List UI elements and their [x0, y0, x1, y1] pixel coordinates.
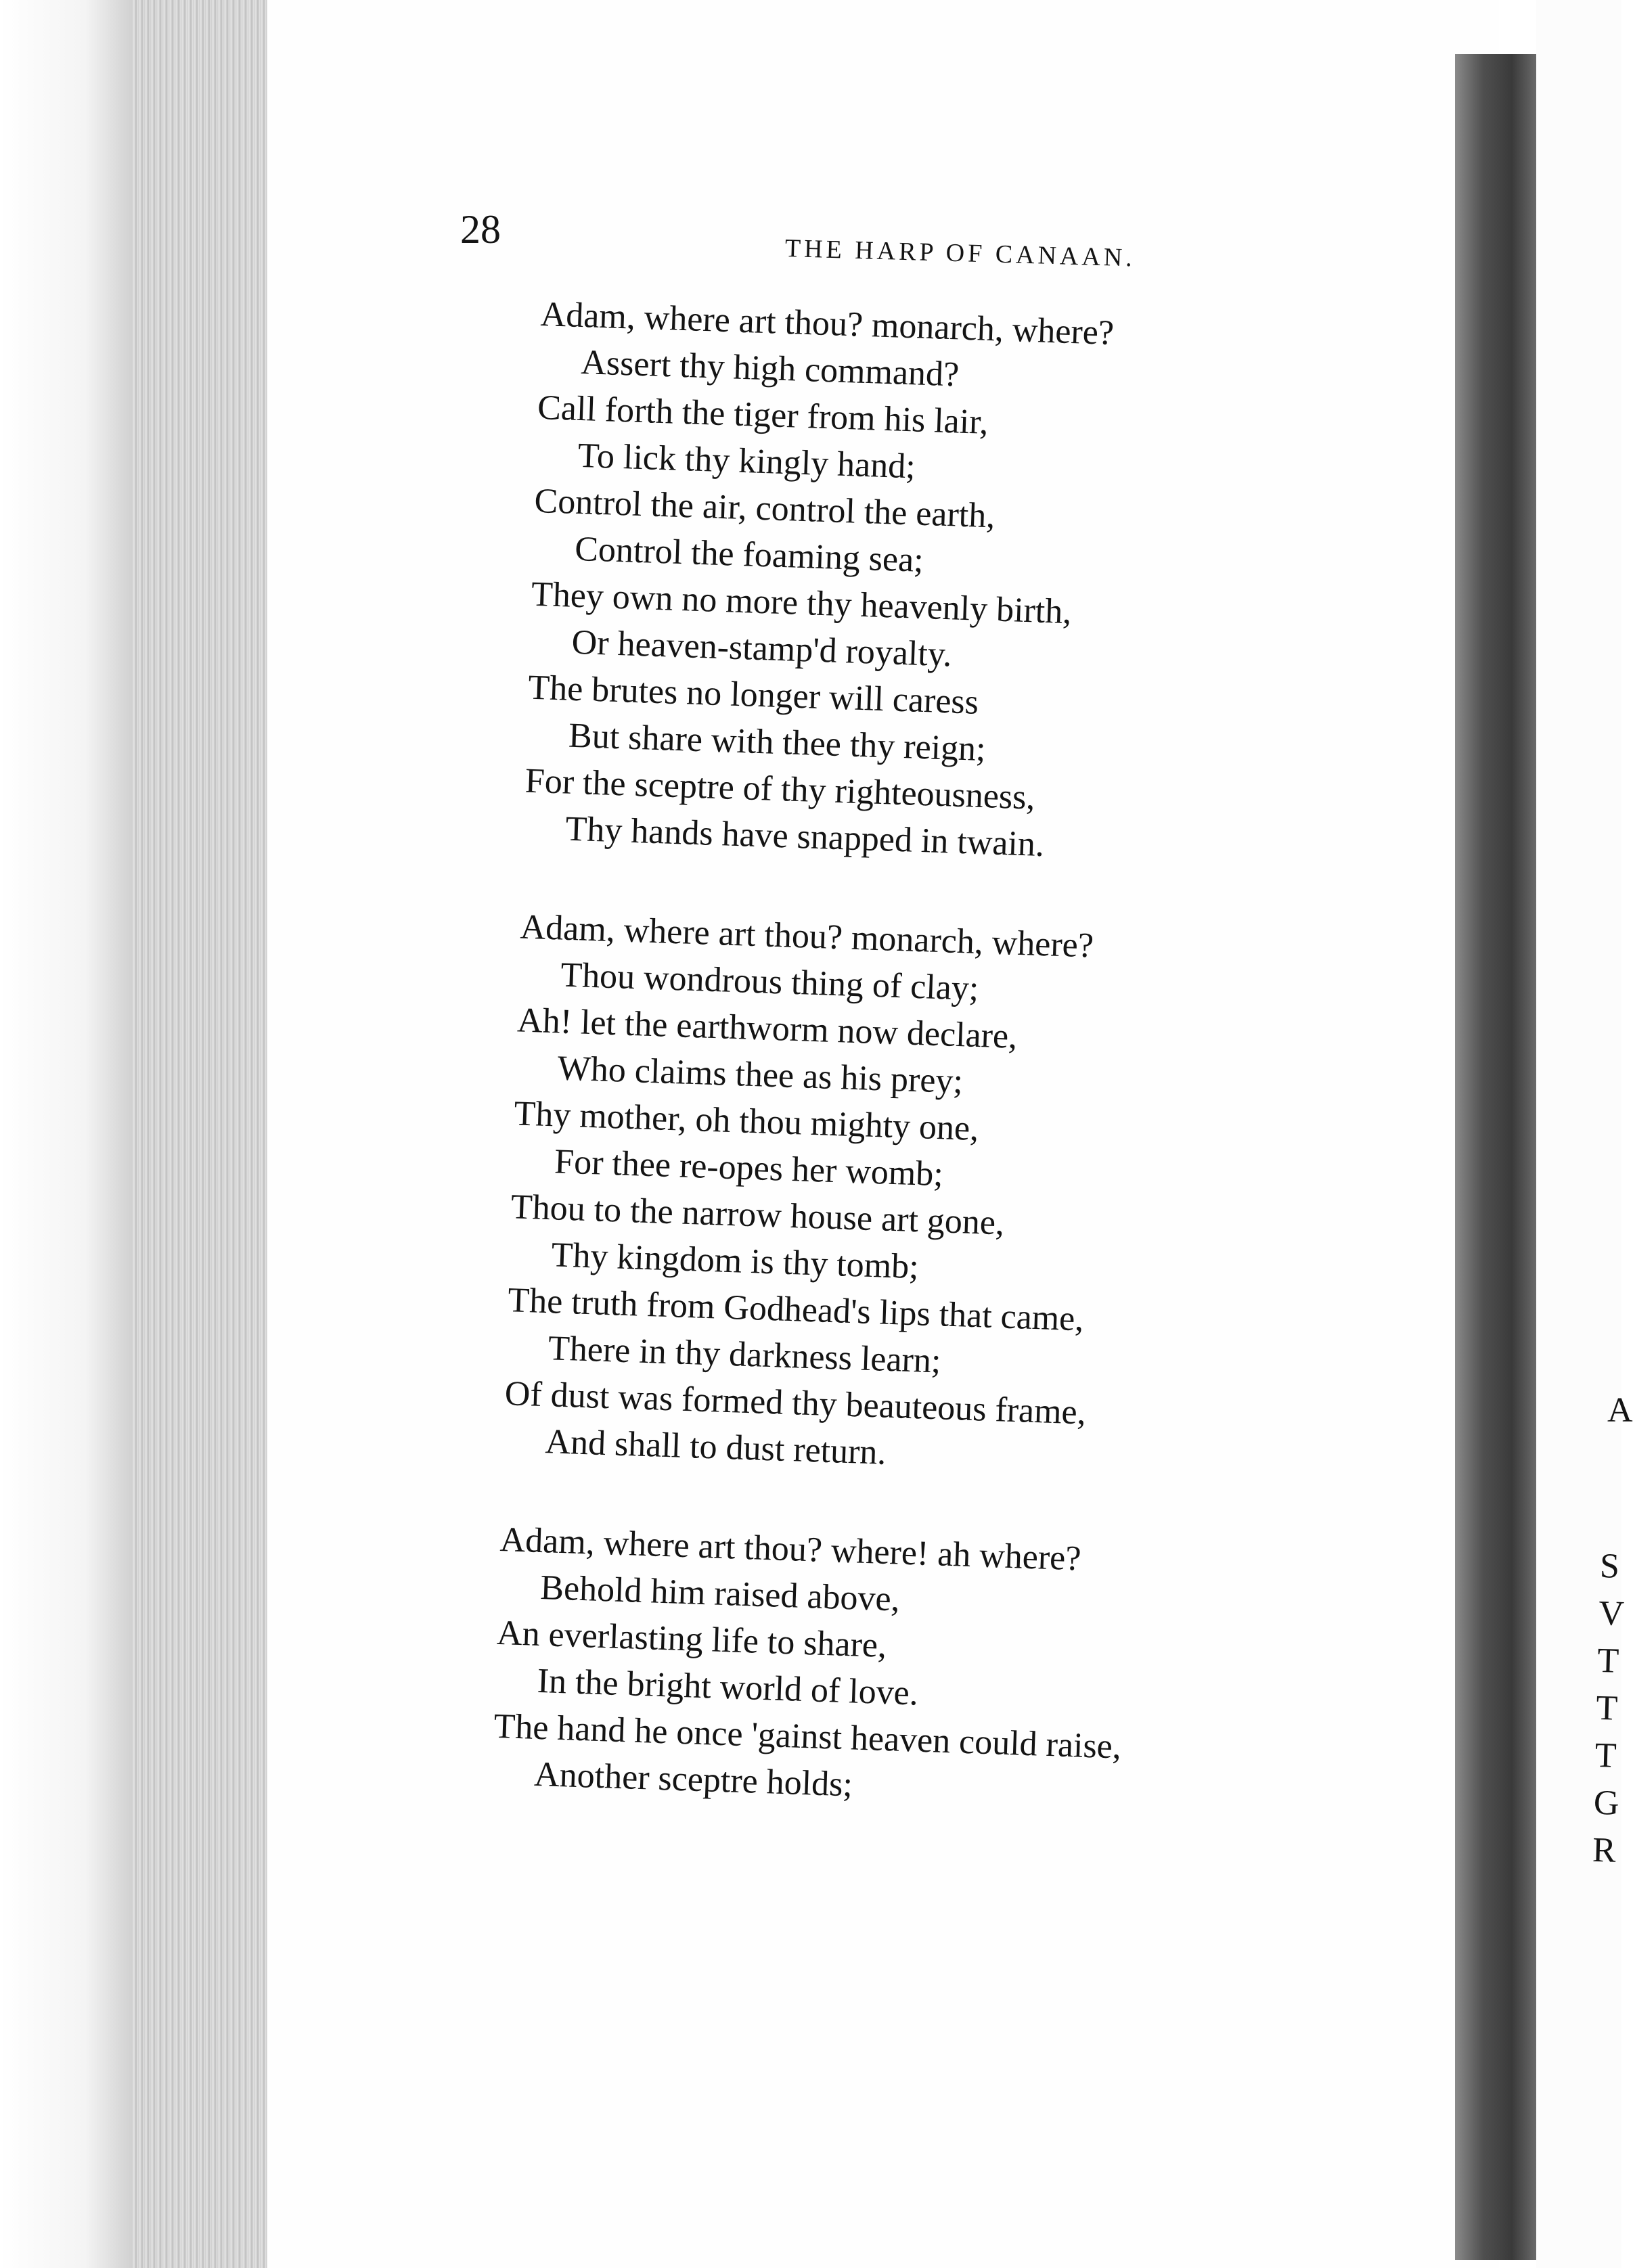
- next-page-letter: G: [1593, 1783, 1620, 1823]
- next-page-letter: V: [1598, 1593, 1625, 1633]
- left-page-shadow: [0, 0, 142, 2268]
- next-page-letter: T: [1594, 1736, 1617, 1775]
- poem-line: Thy mother, oh thou mighty one,: [513, 1094, 980, 1149]
- stanza-3: [491, 1516, 1448, 1828]
- poem-line: For thee re-opes her womb;: [554, 1142, 944, 1194]
- poem-line: The truth from Godhead's lips that came,: [507, 1281, 1085, 1339]
- poem-line: There in thy darkness learn;: [547, 1329, 942, 1381]
- poem-line: Adam, where art thou? monarch, where?: [519, 907, 1094, 966]
- poem-line: The hand he once 'gainst heaven could raise,: [493, 1706, 1122, 1767]
- poem-line: An everlasting life to share,: [496, 1613, 887, 1665]
- poem-line: Assert thy high command?: [580, 343, 960, 394]
- stanza-1: [523, 291, 1489, 882]
- running-head: THE HARP OF CANAAN.: [784, 234, 1136, 273]
- next-page-letter: A: [1607, 1391, 1633, 1430]
- next-page: [1536, 0, 1621, 2268]
- poem-line: Behold him raised above,: [539, 1568, 901, 1619]
- page-edges: [132, 0, 267, 2268]
- next-page-letter: S: [1599, 1546, 1620, 1586]
- poem-line: But share with thee thy reign;: [568, 716, 987, 769]
- poem-line: Adam, where art thou? where! ah where?: [499, 1520, 1082, 1579]
- poem-line: Thy hands have snapped in twain.: [564, 809, 1045, 865]
- poem-line: Ah! let the earthworm now declare,: [516, 1001, 1019, 1056]
- poem-line: Adam, where art thou? monarch, where?: [539, 294, 1115, 353]
- poem-line: Control the foaming sea;: [574, 529, 924, 580]
- poem-line: Control the air, control the earth,: [533, 481, 996, 536]
- poem-line: Of dust was formed thy beauteous frame,: [504, 1374, 1087, 1432]
- poem-line: In the bright world of love.: [536, 1661, 919, 1713]
- poem-line: Another sceptre holds;: [533, 1754, 853, 1805]
- poem-line: To lick thy kingly hand;: [577, 436, 916, 486]
- poem-line: Thy kingdom is thy tomb;: [550, 1235, 920, 1287]
- poem: [490, 291, 1489, 1880]
- next-page-letter: R: [1592, 1830, 1617, 1870]
- poem-line: Thou to the narrow house art gone,: [510, 1187, 1005, 1243]
- poem-line: The brutes no longer will caress: [527, 668, 979, 722]
- poem-line: Who claims thee as his prey;: [556, 1049, 964, 1102]
- next-page-letter: T: [1595, 1688, 1619, 1728]
- poem-line: Thou wondrous thing of clay;: [560, 955, 980, 1008]
- poem-line: Call forth the tiger from his lair,: [537, 388, 989, 442]
- next-page-letter: T: [1596, 1641, 1619, 1681]
- poem-line: For the sceptre of thy righteousness,: [524, 761, 1036, 817]
- poem-line: They own no more thy heavenly birth,: [531, 574, 1073, 632]
- stanza-2: [503, 904, 1469, 1495]
- poem-line: Or heaven-stamp'd royalty.: [571, 622, 953, 675]
- page-number: 28: [460, 207, 501, 252]
- poem-line: And shall to dust return.: [544, 1422, 887, 1472]
